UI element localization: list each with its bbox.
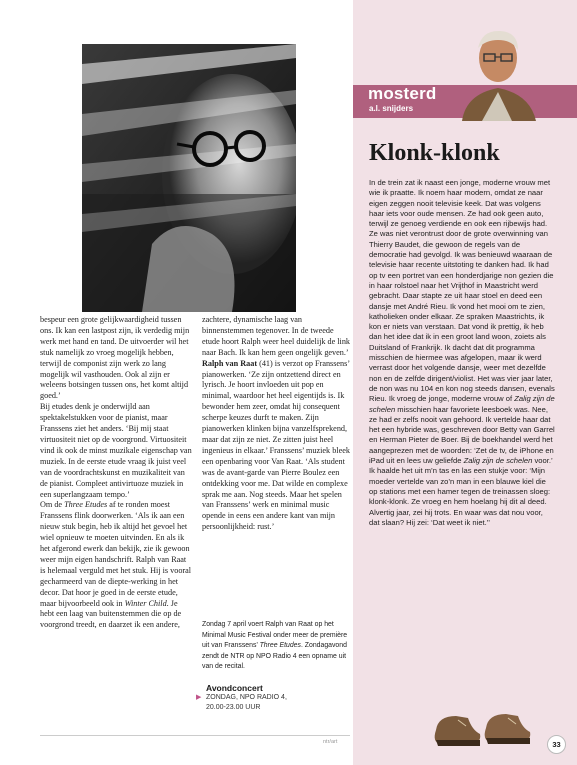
divider (40, 735, 350, 736)
paragraph: Ralph van Raat (41) is verzot op Franssens’ pianowerken. ‘Ze zijn ontzettend direct en lyrisch. Je hoort invloeden uit pop en minimal, waardoor het heel eigentijds is. Ik bewonder hem zeer, omdat hij consequent scherpe keuzes durft te maken. Zijn pianowerken klinken bijna vanzelfsprekend, maar dat zijn ze niet. Ze zitten juist heel ingenieus in elkaar.’ Franssens’ muziek bleek een openbaring voor Van Raat. ‘Als student was de avant-garde van Pierre Boulez een ontdekking voor me. Dat wilde en complexe sprak me aan. Nog steeds. Maar het spelen van Franssens’ werk en minimal music opende in eens een andere kant van mijn persoonlijkheid: rust.’ (202, 358, 350, 532)
author-portrait (452, 18, 544, 121)
column-body: In de trein zat ik naast een jonge, moderne vrouw met wie ik praatte. Ik noem haar modern, omdat ze naar eigen zeggen nooit televisie keek. Dat was volgens haar iets voor oude mensen. Ze had ook geen auto, terwijl ze genoeg verdiende en ook een rijbewijs had. Ze was niet verontrust door de grote overwinning van Thierry Baudet, die gewoon de regels van de democratie had gevolgd. Ik was benieuwd waaraan de televisie haar recente uitstoting te danken had. Ik had op tv een portret van een honderdjarige non gezien die in haar rolstoel naar het Vrijthof in Maastricht werd gebracht. Daar stapte ze uit haar stoel en deed een dansje met André Rieu. Ik vond het mooi om te zien, katholieken onder elkaar. Ze spraken Maastrichts, ik kon er niets van verstaan. Dat vond ik prettig, ik heb dan het idee dat ik in een groot land woon, zoiets als Duitsland of Frankrijk. Ik dacht dat dit programma misschien de hiermee was afgelopen, maar ik werd verrast door het volgende dansje, weer met dezelfde non en de zelfde dirigent/violist. Het was vier jaar later, de non was nu 104 en kon nog steeds dansen, evenals Rieu. Ik vroeg de jonge, moderne vrouw of Zalig zijn de schelen misschien haar favoriete leesboek was. Nee, ze had er zelfs nooit van gehoord. Ik vertelde haar dat het een hybride was, geschreven door Betty van Garrel en Herman Pieter de Boer. Bij de boekhandel werd het aangeprezen met de woorden: ‘Zet de tv, de iPhone en iPad uit en lees uw geliefde Zalig zijn de schelen voor.’ Ik haalde het uit m’n tas en las een stukje voor: ‘Mijn moeder vertelde van zo’n man in een blauwe kiel die op stations met een hamer tegen de treinassen sloeg: klonk-klonk. Ze vroeg en hem hoelang hij dit al deed. Alvertig jaar, zei hij trots. En waar was dat nou voor, dat slaan? Hij zei: ‘Dat weet ik niet.’’ (369, 178, 555, 527)
broadcast-info: Zondag 7 april voert Ralph van Raat op het Minimal Music Festival onder meer de première uit van Franssens’ Three Etudes. Zondagavond zendt de NTR op NPO Radio 4 een opname uit van de recital. (202, 621, 348, 670)
book-title: Zalig zijn de schelen (369, 394, 555, 414)
column-headline: Klonk-klonk (369, 140, 500, 166)
paragraph: Bij etudes denk je onderwijld aan spektakelstukken voor de pianist, maar Franssens ziet het anders. ‘Bij mij staat virtuositeit niet op de voorgrond. Virtuositeit vind ik ook de minst muzikale eigenschap van muziek. In de eerste etude vraag ik juist veel van de voordrachtskunst en muzikaliteit van de pianist. Compleet antivirtuoze muziek in een superlangzaam tempo.’ (40, 402, 192, 499)
article-column-1 (40, 315, 193, 631)
work-title: Winter Child (124, 598, 167, 608)
concert-title: Avondconcert (206, 683, 263, 693)
paragraph: zachtere, dynamische laag van binnenstemmen tegenover. In de tweede etude hoort Ralph weer heel duidelijk de link naar Bach. Ik kan hem geen ongelijk geven.’ (202, 315, 351, 357)
concert-listing (196, 683, 356, 713)
concert-time: ZONDAG, NPO RADIO 4, (206, 694, 287, 701)
column-author: a.l. snijders (369, 104, 414, 113)
work-title: Three Etudes (64, 500, 108, 510)
portrait-photo (82, 44, 296, 312)
paragraph: Om de Three Etudes af te ronden moest Franssens flink doorwerken. ‘Als ik aan een nieuw stuk begin, heb ik altijd het gevoel het wiel opnieuw te moeten uitvinden. En als ik het afgerond ewerk dan bekijk, zie ik gewoon weer mijn eigen handschrift. Ralph van Raat is helemaal verguld met het stuk. Hij is vooral gecharmeerd van de diepte-werking in het decor. Dat hoor je goed in de eerste etude, maar bijvoorbeeld ook in Winter Child. Je hebt een laag van buitenstemmen die op de voorgrond treedt, en daarzet ik een andere, (40, 500, 192, 630)
play-arrow-icon: ▶ (196, 694, 202, 701)
person-name: Ralph van Raat (202, 358, 258, 368)
footer-mark: ntr/art (323, 739, 338, 745)
page-number: 33 (547, 735, 566, 754)
book-title: Zalig zijn de schelen (463, 456, 533, 466)
column-title: mosterd (368, 84, 437, 103)
shoes-illustration (428, 700, 538, 752)
article-column-2 (202, 315, 353, 533)
paragraph: bespeur een grote gelijkwaardigheid tussen ons. Ik kan een lastpost zijn, ik verdedig mijn werk met hand en tand. De uitvoerder wil het stuk namelijk zo vroeg mogelijk hebben, terwijl de componist zijn werk zo lang mogelijk wil vasthouden. Ook al zijn er weleens botsingen tussen ons, het komt altijd goed.’ (40, 315, 190, 401)
concert-time: 20.00-23.00 UUR (206, 704, 261, 711)
